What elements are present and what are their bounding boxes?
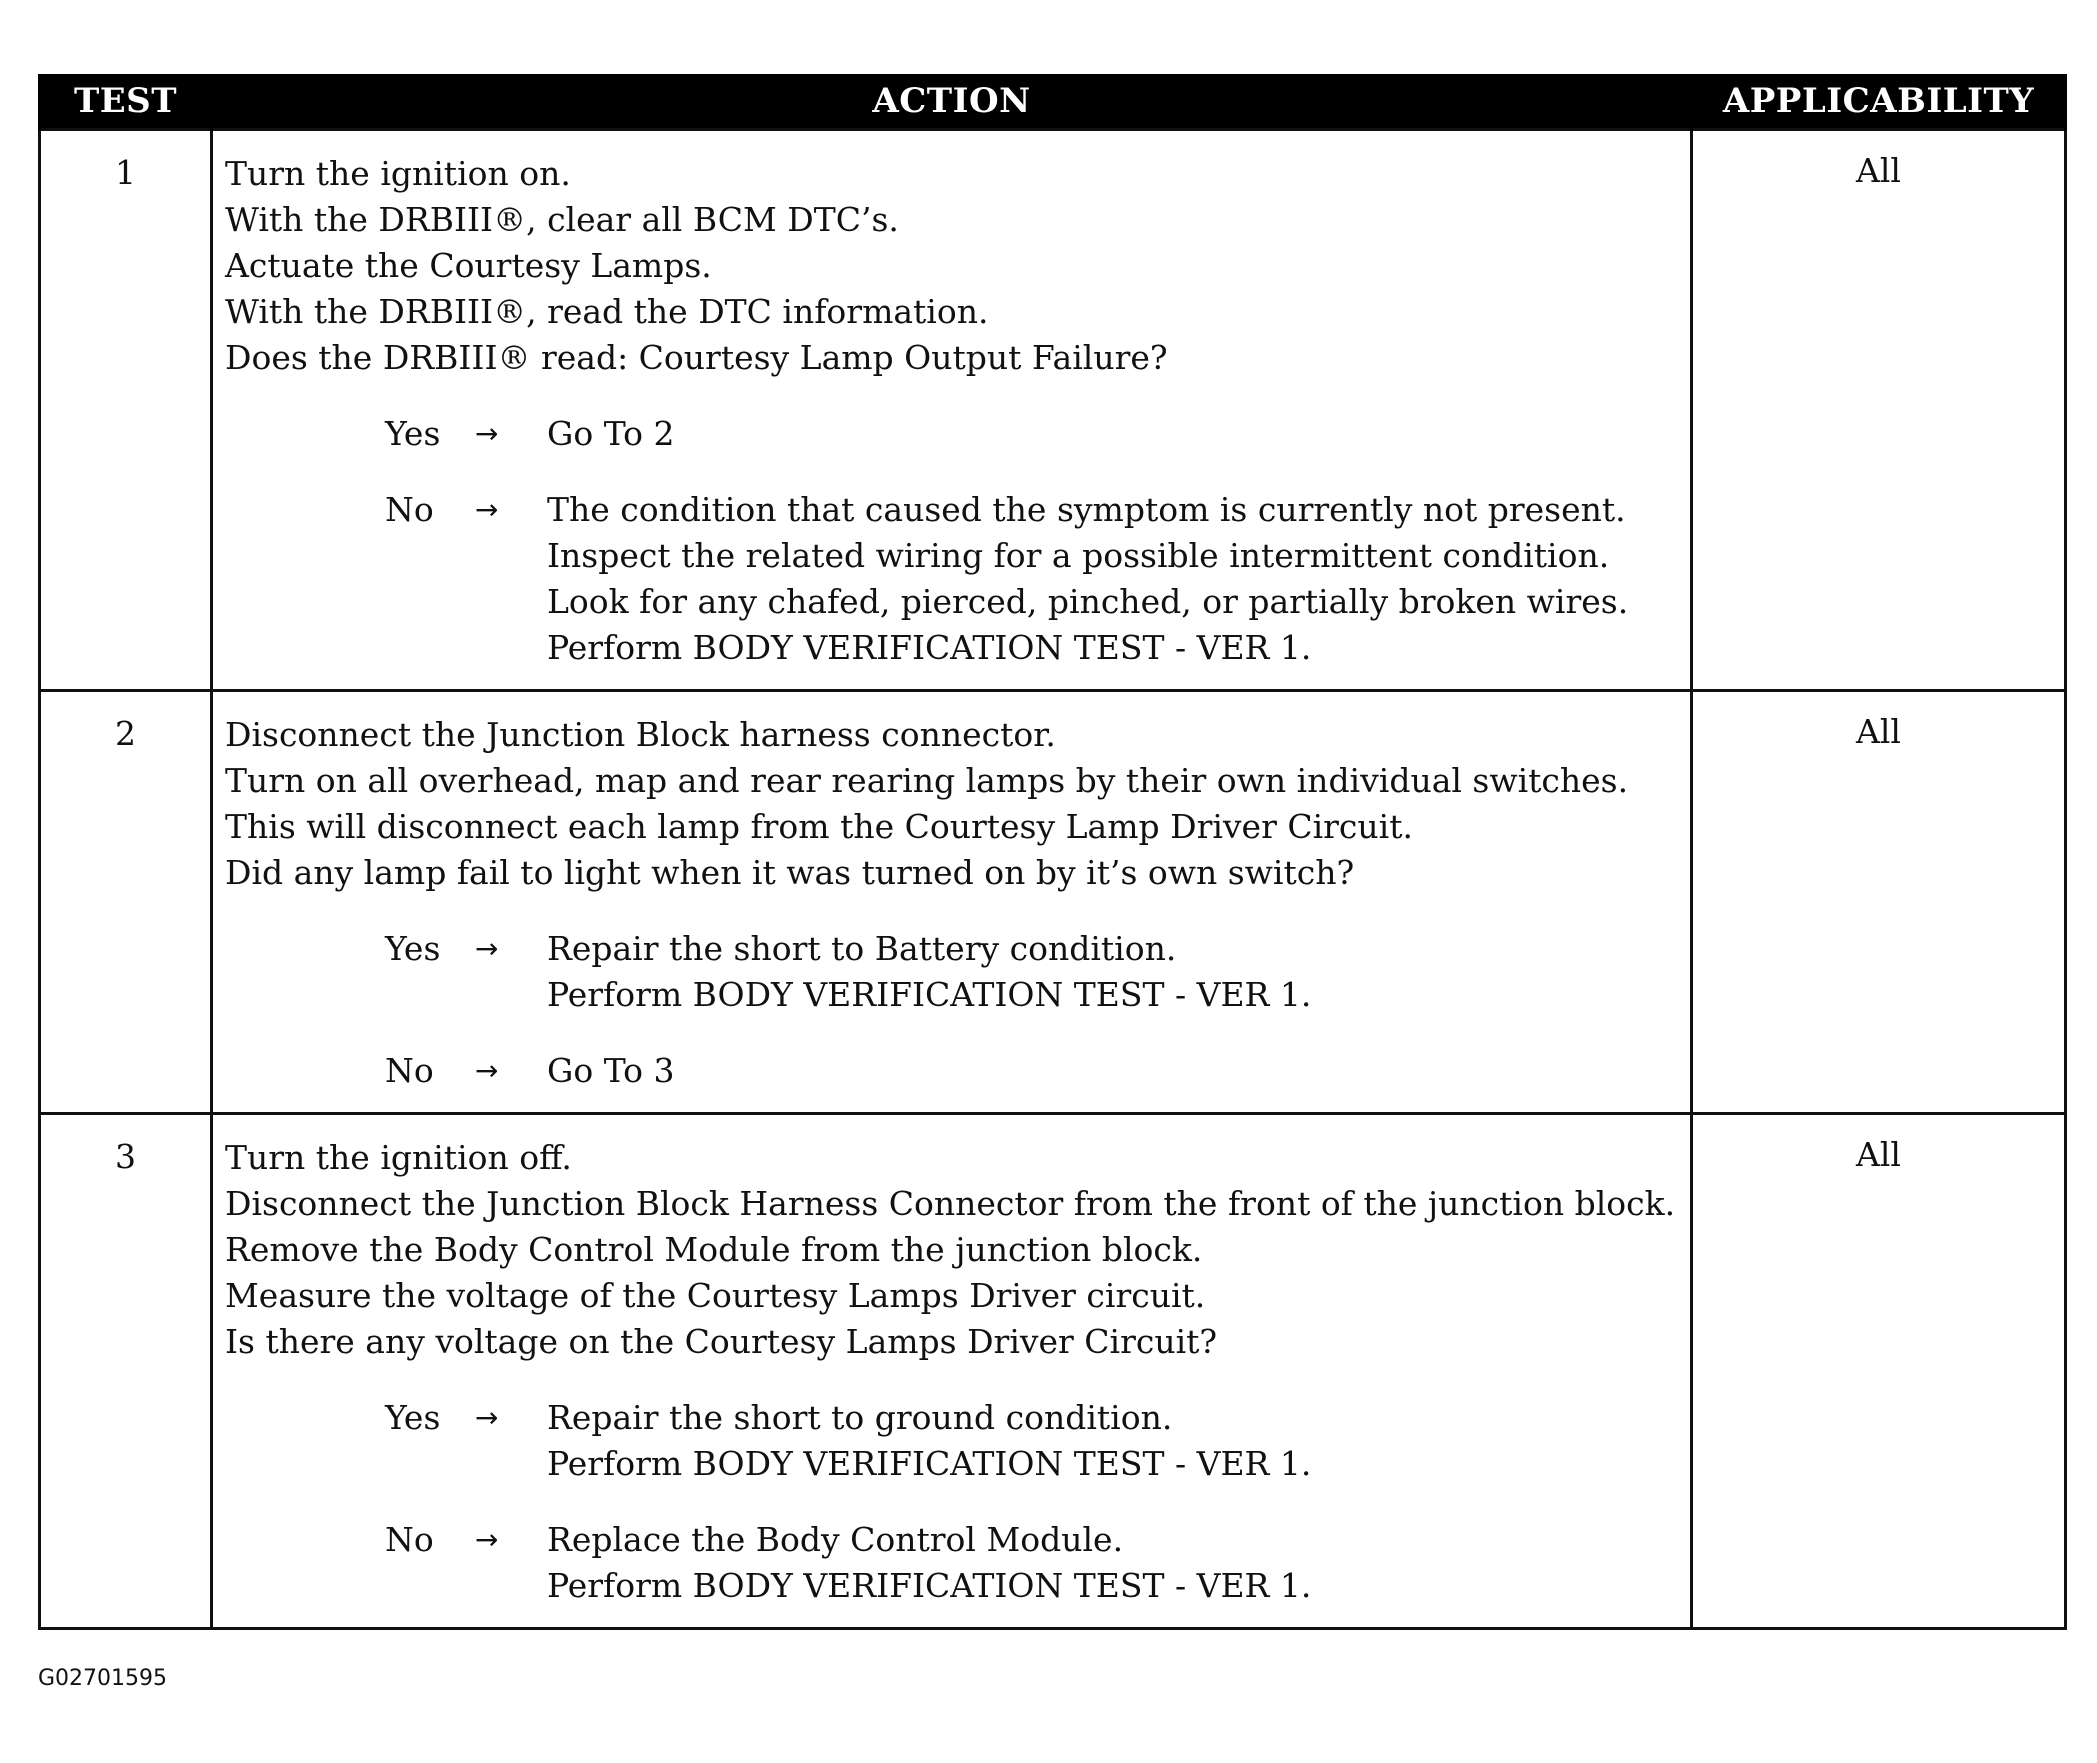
answer-line: Repair the short to Battery condition.	[547, 929, 1177, 968]
test-number: 2	[40, 691, 212, 1114]
test-number: 1	[40, 130, 212, 691]
answer-list	[225, 411, 1680, 671]
answer-line: The condition that caused the symptom is currently not present.	[547, 490, 1626, 529]
table-row	[40, 130, 2066, 691]
action-step: Turn on all overhead, map and rear rearing lamps by their own individual switches.	[225, 761, 1629, 800]
answer-yes	[225, 1395, 1680, 1487]
action-step: Is there any voltage on the Courtesy Lamps Driver Circuit?	[225, 1322, 1218, 1361]
diagnostic-test-table	[38, 74, 2067, 1630]
action-cell	[212, 1114, 1692, 1629]
answer-line: Perform BODY VERIFICATION TEST - VER 1.	[547, 975, 1312, 1014]
table-header	[40, 74, 2066, 130]
answer-instructions	[547, 926, 1680, 1018]
applicability-cell: All	[1692, 1114, 2066, 1629]
answer-label: No	[385, 1520, 434, 1559]
table-body	[40, 130, 2066, 1629]
action-step: Disconnect the Junction Block Harness Connector from the front of the junction block.	[225, 1184, 1676, 1223]
header-applicability: APPLICABILITY	[1692, 74, 2066, 130]
action-cell	[212, 130, 1692, 691]
action-step: Does the DRBIII® read: Courtesy Lamp Output Failure?	[225, 338, 1168, 377]
test-number: 3	[40, 1114, 212, 1629]
answer-yes	[225, 926, 1680, 1018]
answer-no	[225, 1048, 1680, 1094]
applicability-cell: All	[1692, 691, 2066, 1114]
answer-no	[225, 1517, 1680, 1609]
answer-line: Repair the short to ground condition.	[547, 1398, 1173, 1437]
answer-label: No	[385, 1051, 434, 1090]
action-cell	[212, 691, 1692, 1114]
answer-label: Yes	[385, 1398, 441, 1437]
answer-line: Perform BODY VERIFICATION TEST - VER 1.	[547, 1444, 1312, 1483]
answer-line: Perform BODY VERIFICATION TEST - VER 1.	[547, 1566, 1312, 1605]
answer-label: Yes	[385, 414, 441, 453]
action-step: Disconnect the Junction Block harness connector.	[225, 715, 1056, 754]
action-step: Did any lamp fail to light when it was turned on by it’s own switch?	[225, 853, 1355, 892]
arrow-right-icon: →	[475, 1401, 499, 1434]
answer-line: Perform BODY VERIFICATION TEST - VER 1.	[547, 628, 1312, 667]
answer-list	[225, 1395, 1680, 1609]
answer-yes	[225, 411, 1680, 457]
answer-instructions	[547, 487, 1680, 671]
arrow-right-icon: →	[475, 1523, 499, 1556]
answer-instructions	[547, 1048, 1680, 1094]
answer-line: Replace the Body Control Module.	[547, 1520, 1124, 1559]
answer-line: Go To 3	[547, 1051, 675, 1090]
action-step: Actuate the Courtesy Lamps.	[225, 246, 712, 285]
diagnostic-table-container	[38, 74, 2064, 1630]
action-step: Turn the ignition off.	[225, 1138, 572, 1177]
action-step: With the DRBIII®, clear all BCM DTC’s.	[225, 200, 899, 239]
answer-line: Look for any chafed, pierced, pinched, or partially broken wires.	[547, 582, 1629, 621]
answer-line: Inspect the related wiring for a possible intermittent condition.	[547, 536, 1610, 575]
table-row	[40, 691, 2066, 1114]
header-test: TEST	[40, 74, 212, 130]
answer-line: Go To 2	[547, 414, 675, 453]
action-step: Turn the ignition on.	[225, 154, 571, 193]
answer-list	[225, 926, 1680, 1094]
header-action: ACTION	[212, 74, 1692, 130]
answer-label: No	[385, 490, 434, 529]
header-row	[40, 74, 2066, 130]
arrow-right-icon: →	[475, 417, 499, 450]
arrow-right-icon: →	[475, 493, 499, 526]
action-step: This will disconnect each lamp from the Courtesy Lamp Driver Circuit.	[225, 807, 1413, 846]
answer-instructions	[547, 1395, 1680, 1487]
applicability-cell: All	[1692, 130, 2066, 691]
arrow-right-icon: →	[475, 1054, 499, 1087]
figure-id: G02701595	[38, 1666, 168, 1691]
arrow-right-icon: →	[475, 932, 499, 965]
table-row	[40, 1114, 2066, 1629]
action-step: Remove the Body Control Module from the junction block.	[225, 1230, 1203, 1269]
answer-instructions	[547, 1517, 1680, 1609]
action-step: Measure the voltage of the Courtesy Lamps Driver circuit.	[225, 1276, 1206, 1315]
action-step: With the DRBIII®, read the DTC information.	[225, 292, 989, 331]
answer-no	[225, 487, 1680, 671]
answer-label: Yes	[385, 929, 441, 968]
answer-instructions	[547, 411, 1680, 457]
